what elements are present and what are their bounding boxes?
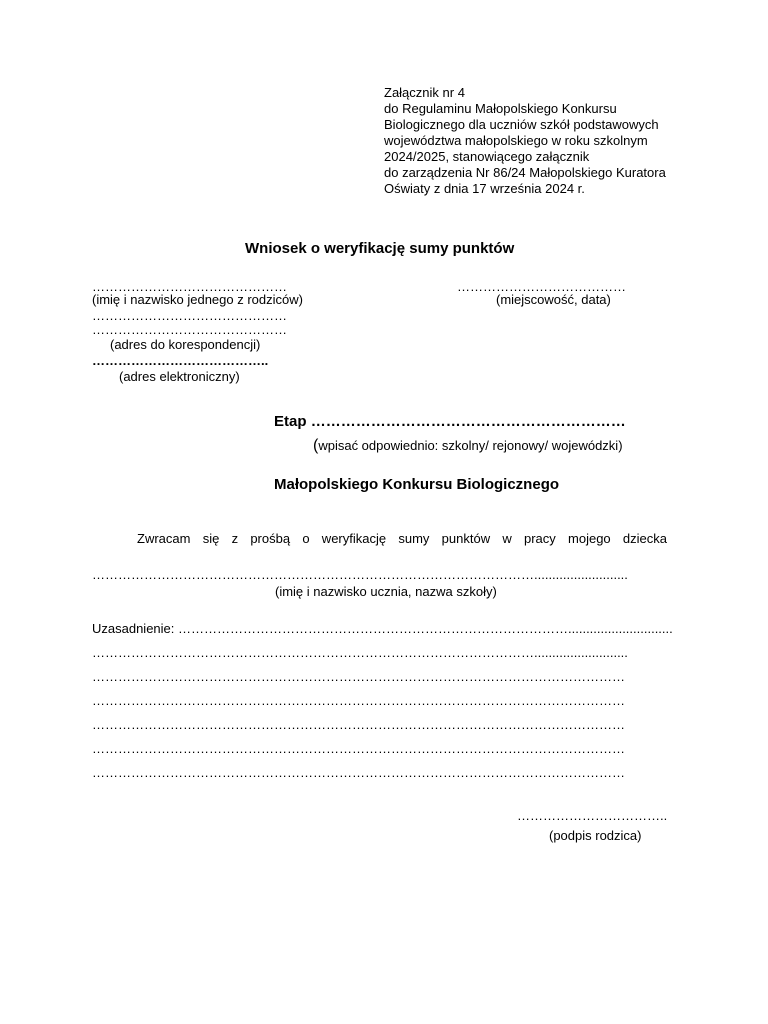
annex-line: do Regulaminu Małopolskiego Konkursu: [384, 101, 617, 116]
stage-dots: ………………………………………………………: [310, 413, 626, 430]
justification-label: Uzasadnienie:: [92, 621, 175, 636]
justification-dots: …………………………………………………………………………………………..........................: [92, 645, 628, 660]
address-dots-2: ………………………………………: [92, 322, 287, 337]
address-dots-1: ………………………………………: [92, 308, 287, 323]
parent-name-dots: ………………………………………: [92, 279, 287, 294]
annex-line: do zarządzenia Nr 86/24 Małopolskiego Kuratora: [384, 165, 666, 180]
stage-hint-text: wpisać odpowiednio: szkolny/ rejonowy/ wojewódzki): [318, 438, 623, 453]
justification-dots: ……………………………………………………………………………………………………………: [92, 669, 625, 684]
place-date-dots: …………………………………: [457, 279, 626, 294]
stage-line: [274, 414, 626, 430]
document-title: Wniosek o weryfikację sumy punktów: [245, 240, 515, 257]
email-dots: …………………………………..: [92, 353, 269, 368]
place-date-caption: (miejscowość, data): [496, 292, 611, 307]
justification-dots: ……………………………………………………………………………………………………………: [92, 693, 625, 708]
student-dots: …………………………………………………………………………………………..........................: [92, 567, 628, 582]
annex-line: Załącznik nr 4: [384, 85, 465, 100]
annex-header: [384, 85, 666, 197]
annex-line: województwa małopolskiego w roku szkolnym: [384, 133, 648, 148]
stage-label: Etap: [274, 413, 307, 430]
request-text: Zwracam się z prośbą o weryfikację sumy punktów w pracy mojego dziecka: [137, 531, 667, 546]
annex-line: Oświaty z dnia 17 września 2024 r.: [384, 181, 585, 196]
stage-hint-paren: (: [313, 437, 319, 454]
signature-caption: (podpis rodzica): [549, 828, 642, 843]
email-caption: (adres elektroniczny): [119, 369, 240, 384]
contest-name: Małopolskiego Konkursu Biologicznego: [274, 476, 560, 493]
signature-dots: ……………………………..: [517, 808, 668, 823]
justification-first-dots: ……………………………………………………………………………….............................: [178, 621, 673, 636]
justification-dots: ……………………………………………………………………………………………………………: [92, 717, 625, 732]
annex-line: 2024/2025, stanowiącego załącznik: [384, 149, 590, 164]
justification-dots: ……………………………………………………………………………………………………………: [92, 765, 625, 780]
justification-dots: ……………………………………………………………………………………………………………: [92, 741, 625, 756]
annex-line: Biologicznego dla uczniów szkół podstawowych: [384, 117, 659, 132]
stage-hint: [313, 438, 623, 454]
justification-line: [92, 621, 673, 637]
address-caption: (adres do korespondencji): [110, 337, 261, 352]
parent-name-caption: (imię i nazwisko jednego z rodziców): [92, 292, 303, 307]
student-caption: (imię i nazwisko ucznia, nazwa szkoły): [275, 584, 497, 599]
